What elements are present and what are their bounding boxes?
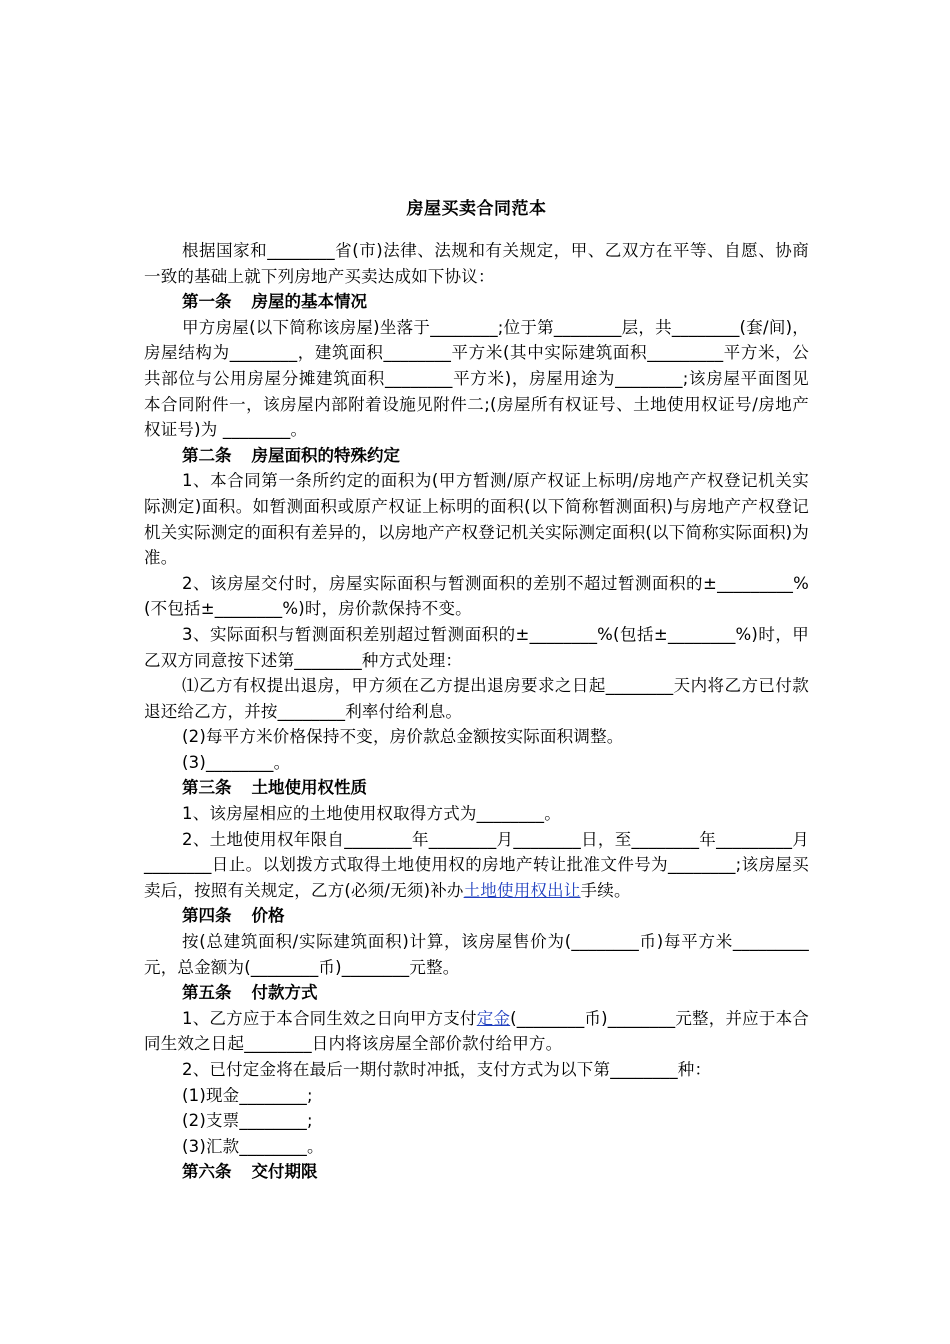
payment-option-cash: (1)现金________;	[182, 1085, 313, 1105]
article-2-option-2: (2)每平方米价格保持不变，房价款总金额按实际面积调整。	[182, 727, 624, 747]
clause-text: 2、土地使用权年限自________年________月________日，至________年_________月________日止。以划拨方式取得土地使用权的房地产转让批准文件号为________;该房屋买卖后，按照有关规定，乙方(必须/无须)补办	[144, 829, 809, 900]
article-5-heading	[144, 980, 809, 1006]
article-title: 交付期限	[251, 1162, 318, 1182]
land-use-right-transfer-link[interactable]: 土地使用权出让	[463, 880, 581, 900]
article-5-clause-2: 2、已付定金将在最后一期付款时冲抵，支付方式为以下第________种：	[182, 1060, 712, 1079]
article-2-clause-3: 3、实际面积与暂测面积差别超过暂测面积的±________%(包括±________%)时，甲乙双方同意按下述第________种方式处理：	[144, 624, 809, 670]
article-number: 第三条	[182, 778, 232, 798]
article-2-clause-1: 1、本合同第一条所约定的面积为(甲方暂测/原产权证上标明/房地产产权登记机关实际测定)面积。如暂测面积或原产权证上标明的面积(以下简称暂测面积)与房地产产权登记机关实际测定的面积有差异的，以房地产产权登记机关实际测定面积(以下简称实际面积)为准。	[144, 471, 809, 568]
article-3-heading	[144, 775, 809, 801]
article-number: 第六条	[182, 1162, 232, 1182]
article-5-clause-1	[144, 1006, 809, 1057]
article-2-option-1: ⑴乙方有权提出退房，甲方须在乙方提出退房要求之日起________天内将乙方已付款退还给乙方，并按________利率付给利息。	[144, 676, 809, 721]
deposit-link[interactable]: 定金	[476, 1008, 511, 1028]
article-title: 房屋的基本情况	[251, 292, 367, 312]
article-4-heading	[144, 903, 809, 929]
article-number: 第五条	[182, 983, 232, 1003]
payment-option-cheque: (2)支票________;	[182, 1111, 313, 1131]
article-number: 第一条	[182, 292, 232, 312]
article-6-heading	[144, 1159, 809, 1185]
article-1-paragraph: 甲方房屋(以下简称该房屋)坐落于________;位于第________层，共________(套/间)，房屋结构为________，建筑面积________平方米(其中实际建筑面积_________平方米，公共部位与公用房屋分摊建筑面积________平方米)，房屋用途为________;该房屋平面图见本合同附件一，该房屋内部附着设施见附件二;(房屋所有权证号、土地使用权证号/房地产权证号)为 ________。	[144, 317, 809, 440]
article-number: 第二条	[182, 445, 232, 465]
article-title: 土地使用权性质	[251, 778, 367, 798]
clause-text: 1、乙方应于本合同生效之日向甲方支付	[182, 1008, 477, 1028]
clause-text: 手续。	[580, 880, 631, 900]
payment-option-remittance: (3)汇款________。	[182, 1136, 324, 1156]
article-title: 房屋面积的特殊约定	[251, 445, 400, 465]
article-3-clause-1: 1、该房屋相应的土地使用权取得方式为________。	[182, 804, 561, 824]
intro-paragraph: 根据国家和________省(市)法律、法规和有关规定，甲、乙双方在平等、自愿、协商一致的基础上就下列房地产买卖达成如下协议：	[144, 241, 809, 286]
article-3-clause-2	[144, 827, 809, 904]
article-number: 第四条	[182, 906, 232, 926]
article-4-paragraph: 按(总建筑面积/实际建筑面积)计算，该房屋售价为(________币)每平方米_________元，总金额为(________币)________元整。	[144, 932, 809, 977]
article-2-option-3: (3)________。	[182, 752, 291, 772]
article-title: 价格	[251, 906, 285, 926]
article-1-heading	[144, 289, 809, 315]
article-2-clause-2: 2、该房屋交付时，房屋实际面积与暂测面积的差别不超过暂测面积的±_________%(不包括±________%)时，房价款保持不变。	[144, 573, 809, 619]
contract-page	[144, 196, 809, 1185]
clause-text: (________币)________元整，并应于本合同生效之日起________日内将该房屋全部价款付给甲方。	[144, 1008, 809, 1054]
document-title: 房屋买卖合同范本	[406, 199, 547, 219]
article-2-heading	[144, 443, 809, 469]
article-title: 付款方式	[251, 983, 318, 1003]
